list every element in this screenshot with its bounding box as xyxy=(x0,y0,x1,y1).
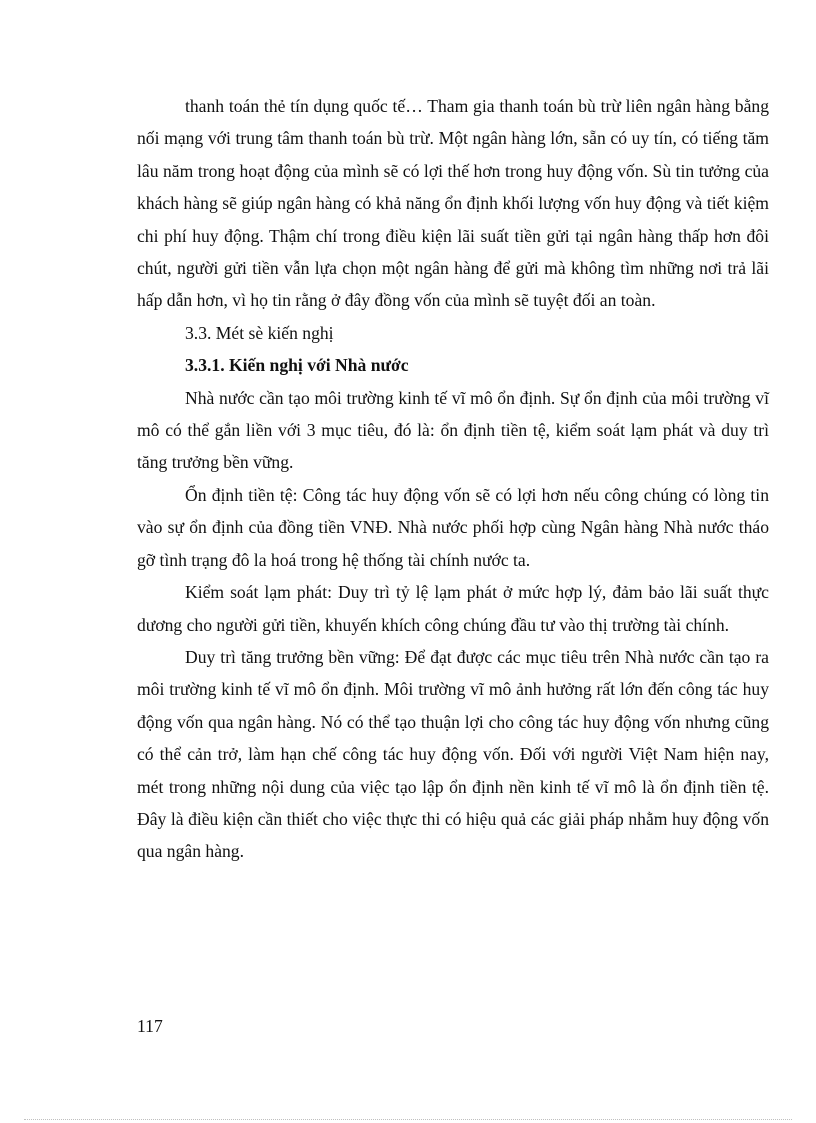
paragraph-inflation-control: Kiểm soát lạm phát: Duy trì tỷ lệ lạm phát ở mức hợp lý, đảm bảo lãi suất thực dương cho người gửi tiền, khuyến khích công chúng đầu tư vào thị trường tài chính. xyxy=(137,582,769,635)
section-heading: 3.3. Mét sè kiến nghị xyxy=(185,322,334,343)
bottom-divider xyxy=(24,1119,792,1120)
page-body xyxy=(137,90,769,868)
paragraph-macro-environment: Nhà nước cần tạo môi trường kinh tế vĩ mô ổn định. Sự ổn định của môi trường vĩ mô có thể gắn liền với 3 mục tiêu, đó là: ổn định tiền tệ, kiểm soát lạm phát và duy trì tăng trưởng bền vững. xyxy=(137,387,769,473)
paragraph-currency-stability: Ổn định tiền tệ: Công tác huy động vốn sẽ có lợi hơn nếu công chúng có lòng tin vào sự ổn định của đồng tiền VNĐ. Nhà nước phối hợp cùng Ngân hàng Nhà nước tháo gỡ tình trạng đô la hoá trong hệ thống tài chính nước ta. xyxy=(137,484,769,570)
page-number: 117 xyxy=(137,1016,163,1036)
paragraph-bank-reputation: thanh toán thẻ tín dụng quốc tế… Tham gia thanh toán bù trừ liên ngân hàng bằng nối mạng với trung tâm thanh toán bù trừ. Một ngân hàng lớn, sẵn có uy tín, có tiếng tăm lâu năm trong hoạt động của mình sẽ có lợi thế hơn trong huy động vốn. Sù tin tưởng của khách hàng sẽ giúp ngân hàng có khả năng ổn định khối lượng vốn huy động và tiết kiệm chi phí huy động. Thậm chí trong điều kiện lãi suất tiền gửi tại ngân hàng thấp hơn đôi chút, người gửi tiền vẫn lựa chọn một ngân hàng để gửi mà không tìm những nơi trả lãi hấp dẫn hơn, vì họ tin rằng ở đây đồng vốn của mình sẽ tuyệt đối an toàn. xyxy=(137,96,769,311)
paragraph-sustainable-growth: Duy trì tăng trưởng bền vững: Để đạt được các mục tiêu trên Nhà nước cần tạo ra môi trường kinh tế vĩ mô ổn định. Môi trường vĩ mô ảnh hưởng rất lớn đến công tác huy động vốn qua ngân hàng. Nó có thể tạo thuận lợi cho công tác huy động vốn nhưng cũng có thể cản trở, làm hạn chế công tác huy động vốn. Đối với người Việt Nam hiện nay, mét trong những nội dung của việc tạo lập ổn định nền kinh tế vĩ mô là ổn định tiền tệ. Đây là điều kiện cần thiết cho việc thực thi có hiệu quả các giải pháp nhằm huy động vốn qua ngân hàng. xyxy=(137,646,769,862)
subsection-heading: 3.3.1. Kiến nghị với Nhà nước xyxy=(185,355,409,376)
